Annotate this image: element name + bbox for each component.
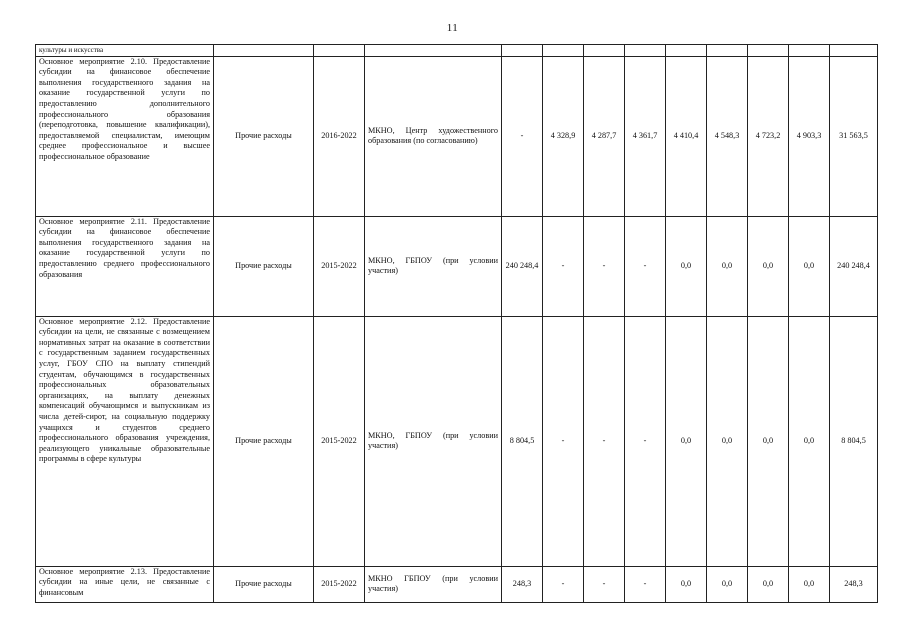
row-value: 248,3 — [502, 566, 543, 602]
row-executor: МКНО, ГБПОУ (при условии участия) — [365, 216, 502, 316]
table-row — [36, 216, 878, 316]
budget-table-container — [35, 44, 878, 640]
row-value: 4 410,4 — [666, 56, 707, 216]
row-value: 0,0 — [707, 316, 748, 566]
table-row — [36, 56, 878, 216]
row-value: 0,0 — [748, 216, 789, 316]
row-value: 4 723,2 — [748, 56, 789, 216]
row-value: 4 287,7 — [584, 56, 625, 216]
row-value: 0,0 — [748, 316, 789, 566]
row-value: - — [625, 216, 666, 316]
row-value: - — [625, 316, 666, 566]
row-period: 2016-2022 — [314, 56, 365, 216]
continuation-row — [36, 45, 878, 57]
row-value: - — [502, 56, 543, 216]
row-value: 0,0 — [789, 566, 830, 602]
row-executor: МКНО, Центр художественного образования (по согласованию) — [365, 56, 502, 216]
row-period: 2015-2022 — [314, 566, 365, 602]
row-value: 248,3 — [830, 566, 878, 602]
row-value: 0,0 — [707, 566, 748, 602]
row-expense-type: Прочие расходы — [214, 216, 314, 316]
row-expense-type: Прочие расходы — [214, 566, 314, 602]
row-period: 2015-2022 — [314, 216, 365, 316]
row-value: - — [543, 316, 584, 566]
table-row — [36, 316, 878, 566]
budget-table — [35, 44, 878, 603]
row-description: Основное мероприятие 2.10. Предоставление субсидии на финансовое обеспечение выполнения государственного задания на оказание государственной услуги по предоставлению дополнительного профессионального образования (переподготовка, повышение квалификации), предоставляемой специалистам, имеющим среднее профессиональное и высшее профессиональное образование — [36, 56, 214, 216]
row-value: 4 548,3 — [707, 56, 748, 216]
continuation-text: культуры и искусства — [36, 45, 214, 57]
row-value: - — [625, 566, 666, 602]
row-period: 2015-2022 — [314, 316, 365, 566]
row-executor: МКНО ГБПОУ (при условии участия) — [365, 566, 502, 602]
row-value: 0,0 — [707, 216, 748, 316]
row-value: 31 563,5 — [830, 56, 878, 216]
row-value: 8 804,5 — [502, 316, 543, 566]
row-value: - — [543, 216, 584, 316]
row-value: 240 248,4 — [502, 216, 543, 316]
row-value: 0,0 — [748, 566, 789, 602]
row-expense-type: Прочие расходы — [214, 316, 314, 566]
table-row — [36, 566, 878, 602]
row-value: 0,0 — [666, 316, 707, 566]
row-value: 0,0 — [666, 216, 707, 316]
row-value: 8 804,5 — [830, 316, 878, 566]
row-value: 240 248,4 — [830, 216, 878, 316]
row-value: 4 361,7 — [625, 56, 666, 216]
page-number: 11 — [446, 22, 459, 34]
row-value: 0,0 — [666, 566, 707, 602]
row-value: - — [584, 316, 625, 566]
row-description: Основное мероприятие 2.13. Предоставление субсидии на иные цели, не связанные с финансовым — [36, 566, 214, 602]
row-value: 0,0 — [789, 216, 830, 316]
row-description: Основное мероприятие 2.11. Предоставление субсидии на финансовое обеспечение выполнения государственного задания на оказание государственной услуги по предоставлению среднего профессионального образования — [36, 216, 214, 316]
row-value: 0,0 — [789, 316, 830, 566]
row-value: 4 903,3 — [789, 56, 830, 216]
row-executor: МКНО, ГБПОУ (при условии участия) — [365, 316, 502, 566]
row-expense-type: Прочие расходы — [214, 56, 314, 216]
row-value: - — [543, 566, 584, 602]
row-value: - — [584, 216, 625, 316]
row-description: Основное мероприятие 2.12. Предоставление субсидии на цели, не связанные с возмещением нормативных затрат на оказание в соответствии с государственным заданием государственных услуг, ГБОУ СПО на выплату стипендий студентам, обучающимся в государственных профессиональных образовательных организациях, на выплату денежных компенсаций обучающимся и выпускникам из числа детей-сирот, на социальную поддержку учащихся и студентов среднего профессионального образования учреждения, реализующего уникальные образовательные программы в сфере культуры — [36, 316, 214, 566]
row-value: 4 328,9 — [543, 56, 584, 216]
row-value: - — [584, 566, 625, 602]
